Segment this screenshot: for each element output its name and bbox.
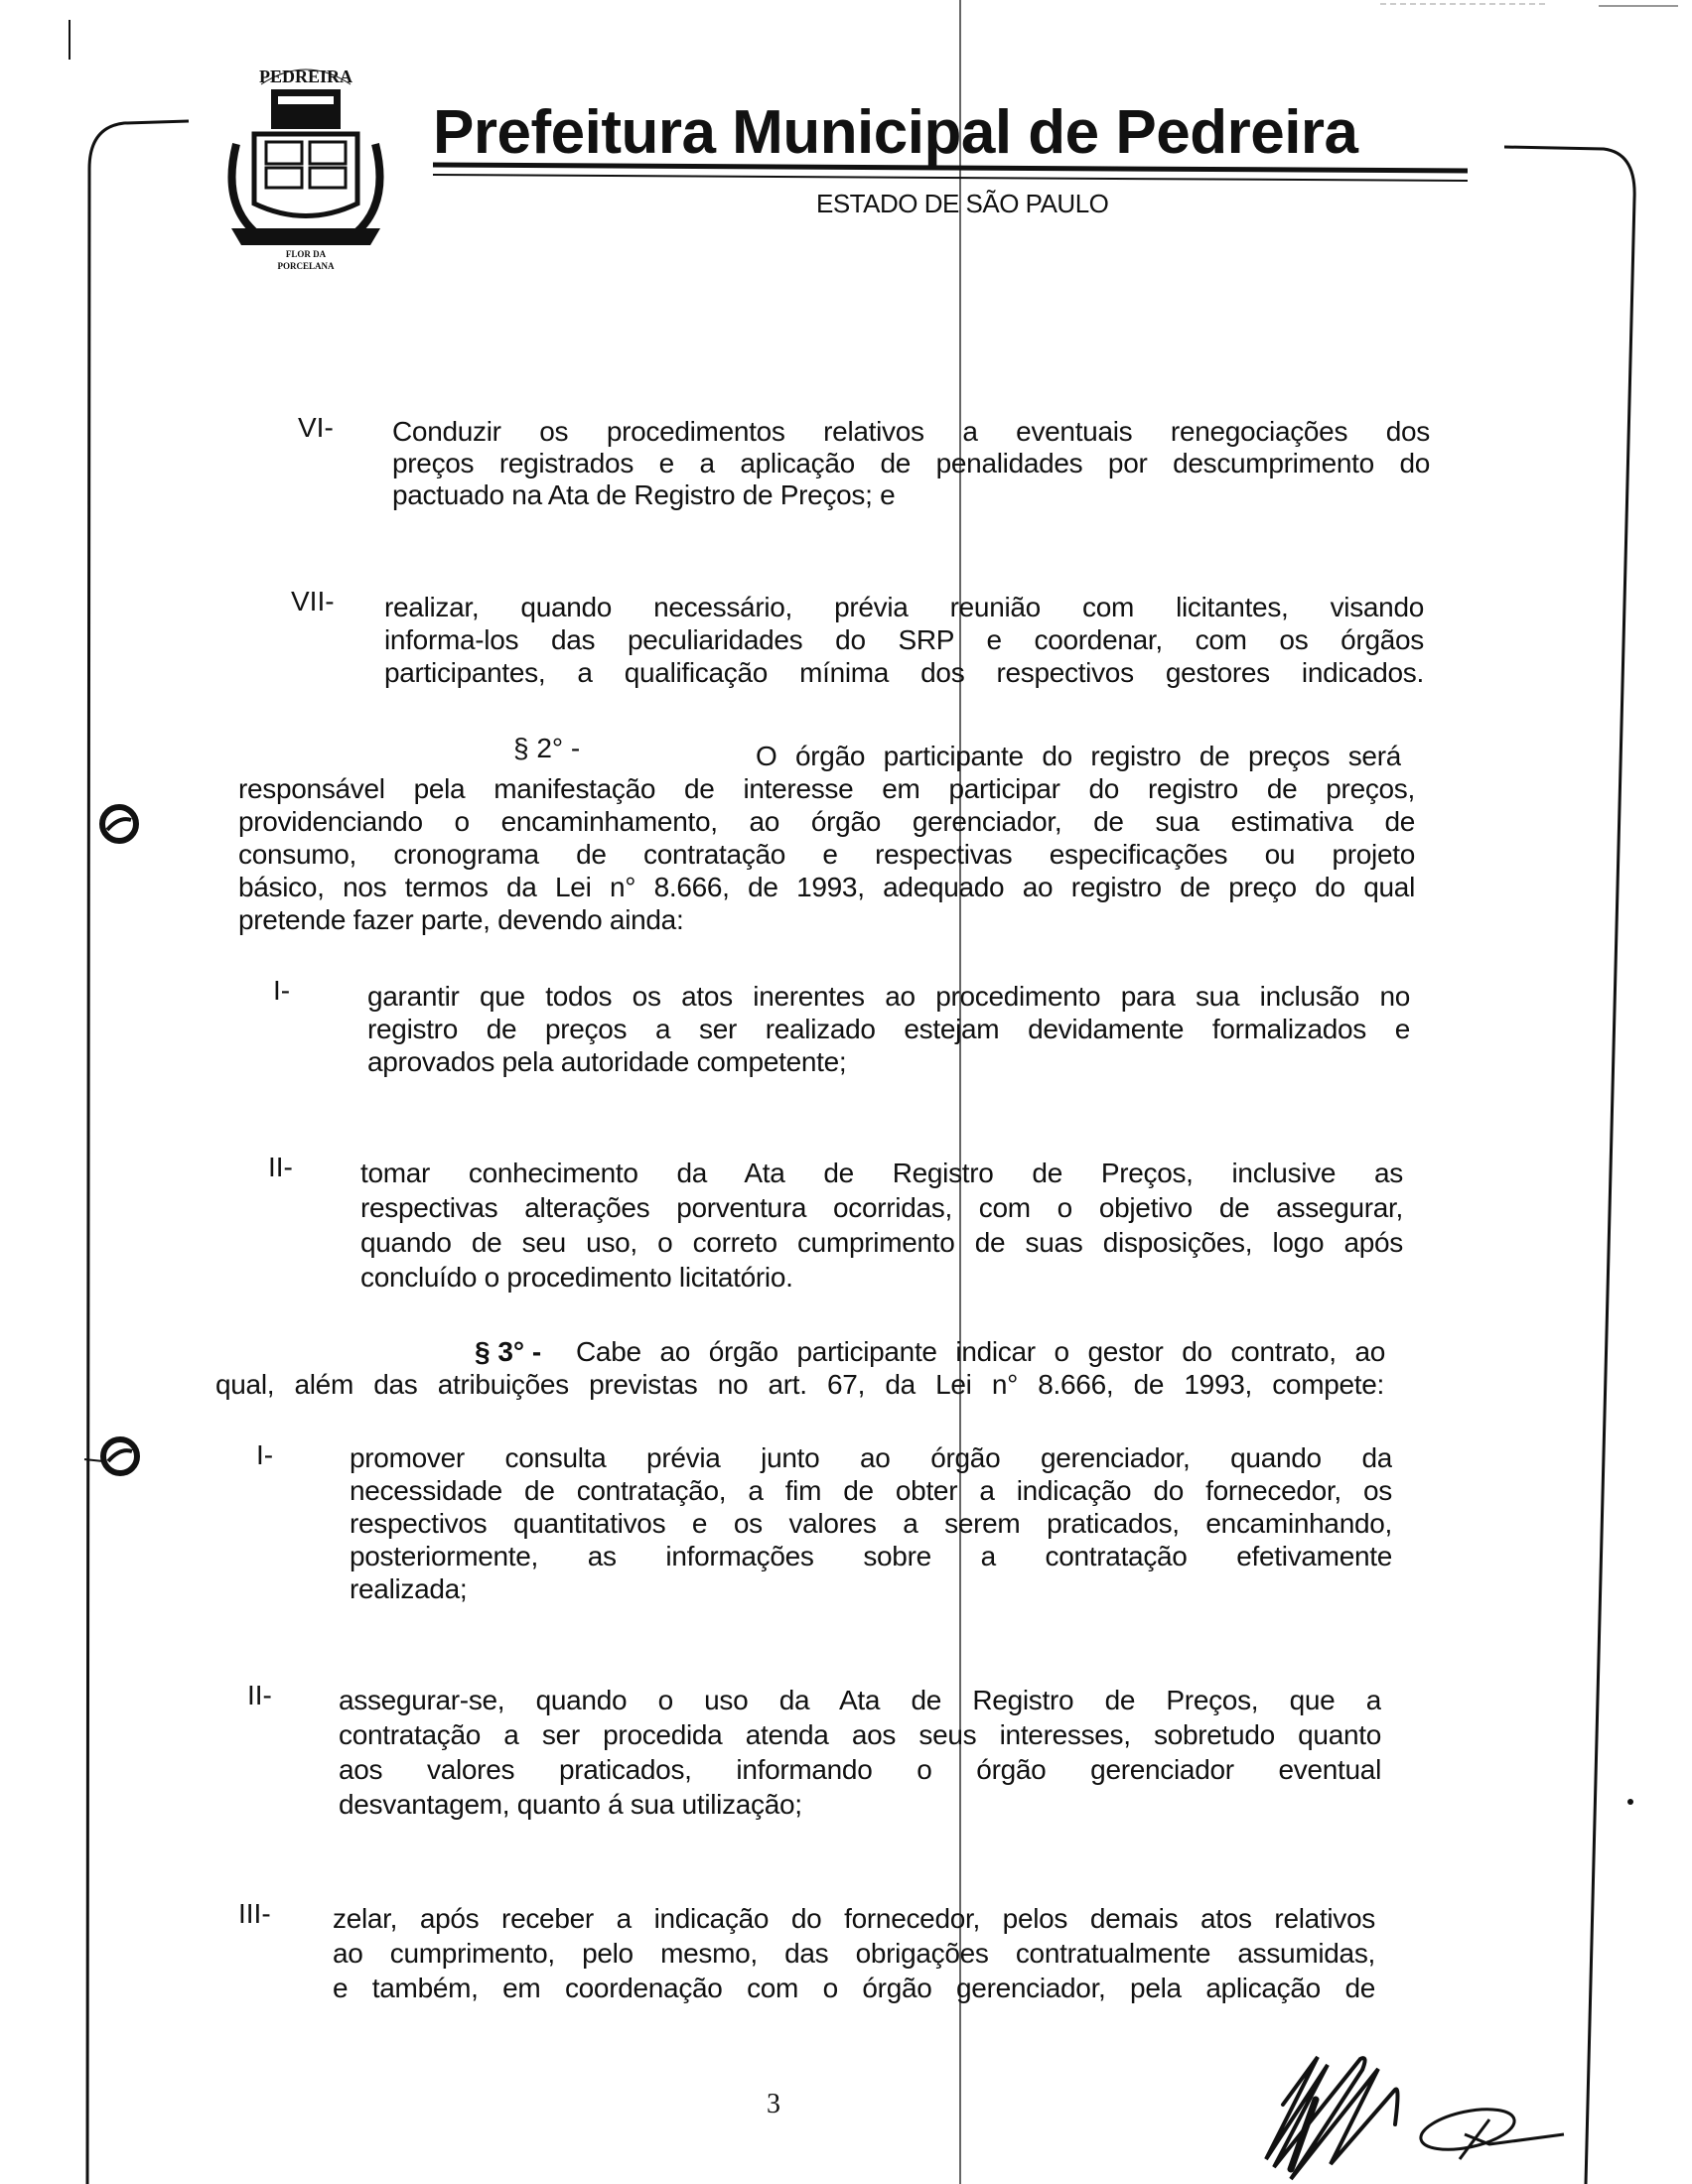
text-line: realizar, quando necessário, prévia reunião com licitantes, visando bbox=[384, 592, 1424, 622]
text-line: garantir que todos os atos inerentes ao procedimento para sua inclusão no bbox=[367, 981, 1410, 1012]
svg-text:FLOR DA: FLOR DA bbox=[285, 249, 327, 259]
text-line: zelar, após receber a indicação do fornecedor, pelos demais atos relativos bbox=[333, 1903, 1375, 1934]
paragraph-heading: § 2° - bbox=[513, 733, 581, 763]
text-line: assegurar-se, quando o uso da Ata de Registro de Preços, que a bbox=[339, 1685, 1381, 1715]
text-line: necessidade de contratação, a fim de obter a indicação do fornecedor, os bbox=[350, 1475, 1392, 1506]
text-line: consumo, cronograma de contratação e respectivas especificações ou projeto bbox=[238, 839, 1415, 870]
svg-text:PORCELANA: PORCELANA bbox=[277, 261, 335, 271]
item-label: III- bbox=[238, 1898, 271, 1929]
page-title: Prefeitura Municipal de Pedreira bbox=[433, 98, 1358, 167]
text-line: participantes, a qualificação mínima dos respectivos gestores indicados. bbox=[384, 657, 1424, 688]
item-label: I- bbox=[273, 975, 291, 1006]
signature-image bbox=[1266, 2057, 1398, 2179]
municipal-crest-logo bbox=[216, 55, 395, 273]
left-border-line bbox=[87, 121, 189, 2184]
margin-mark-icon bbox=[84, 1439, 137, 1473]
text-line: responsável pela manifestação de interesse em participar do registro de preços, bbox=[238, 773, 1415, 804]
paragraph-heading: § 3° - bbox=[475, 1336, 542, 1367]
text-line: desvantagem, quanto á sua utilização; bbox=[339, 1789, 802, 1820]
item-label: I- bbox=[256, 1439, 274, 1470]
text-line: pretende fazer parte, devendo ainda: bbox=[238, 904, 684, 935]
text-line: quando de seu uso, o correto cumprimento de suas disposições, logo após bbox=[360, 1227, 1403, 1258]
text-line: e também, em coordenação com o órgão gerenciador, pela aplicação de bbox=[333, 1973, 1375, 2003]
page-number: 3 bbox=[767, 2089, 780, 2119]
text-line: concluído o procedimento licitatório. bbox=[360, 1262, 793, 1293]
text-line: contratação a ser procedida atenda aos seus interesses, sobretudo quanto bbox=[339, 1719, 1381, 1750]
text-line: básico, nos termos da Lei n° 8.666, de 1993, adequado ao registro de preço do qual bbox=[238, 872, 1415, 902]
text-line: ao cumprimento, pelo mesmo, das obrigações contratualmente assumidas, bbox=[333, 1938, 1375, 1969]
right-border-line bbox=[1504, 147, 1634, 2184]
text-line: respectivas alterações porventura ocorridas, com o objetivo de assegurar, bbox=[360, 1192, 1403, 1223]
text-line: aprovados pela autoridade competente; bbox=[367, 1046, 847, 1077]
text-line: realizada; bbox=[350, 1573, 468, 1604]
text-line: providenciando o encaminhamento, ao órgão gerenciador, de sua estimativa de bbox=[238, 806, 1415, 837]
text-line: posteriormente, as informações sobre a contratação efetivamente bbox=[350, 1541, 1392, 1571]
text-line: registro de preços a ser realizado estejam devidamente formalizados e bbox=[367, 1014, 1410, 1044]
item-label: VI- bbox=[298, 412, 334, 443]
item-label: VII- bbox=[291, 586, 335, 616]
text-line: informa-los das peculiaridades do SRP e coordenar, com os órgãos bbox=[384, 624, 1424, 655]
page-subtitle: ESTADO DE SÃO PAULO bbox=[816, 189, 1109, 218]
item-label: II- bbox=[268, 1152, 293, 1182]
text-line: respectivos quantitativos e os valores a serem praticados, encaminhando, bbox=[350, 1508, 1392, 1539]
svg-text:PEDREIRA: PEDREIRA bbox=[258, 67, 353, 86]
initials-image bbox=[1417, 2102, 1564, 2159]
text-line: tomar conhecimento da Ata de Registro de Preços, inclusive as bbox=[360, 1158, 1403, 1188]
text-line: promover consulta prévia junto ao órgão gerenciador, quando da bbox=[350, 1442, 1392, 1473]
text-line: O órgão participante do registro de preços será bbox=[756, 741, 1401, 771]
text-line: aos valores praticados, informando o órgão gerenciador eventual bbox=[339, 1754, 1381, 1785]
text-line: preços registrados e a aplicação de penalidades por descumprimento do bbox=[392, 448, 1430, 478]
text-line: pactuado na Ata de Registro de Preços; e bbox=[392, 479, 896, 510]
text-line: Conduzir os procedimentos relativos a eventuais renegociações dos bbox=[392, 416, 1430, 447]
margin-mark-icon bbox=[102, 807, 136, 841]
text-line: qual, além das atribuições previstas no art. 67, da Lei n° 8.666, de 1993, compete: bbox=[215, 1369, 1384, 1400]
item-label: II- bbox=[247, 1680, 272, 1710]
text-line: Cabe ao órgão participante indicar o gestor do contrato, ao bbox=[576, 1336, 1385, 1367]
